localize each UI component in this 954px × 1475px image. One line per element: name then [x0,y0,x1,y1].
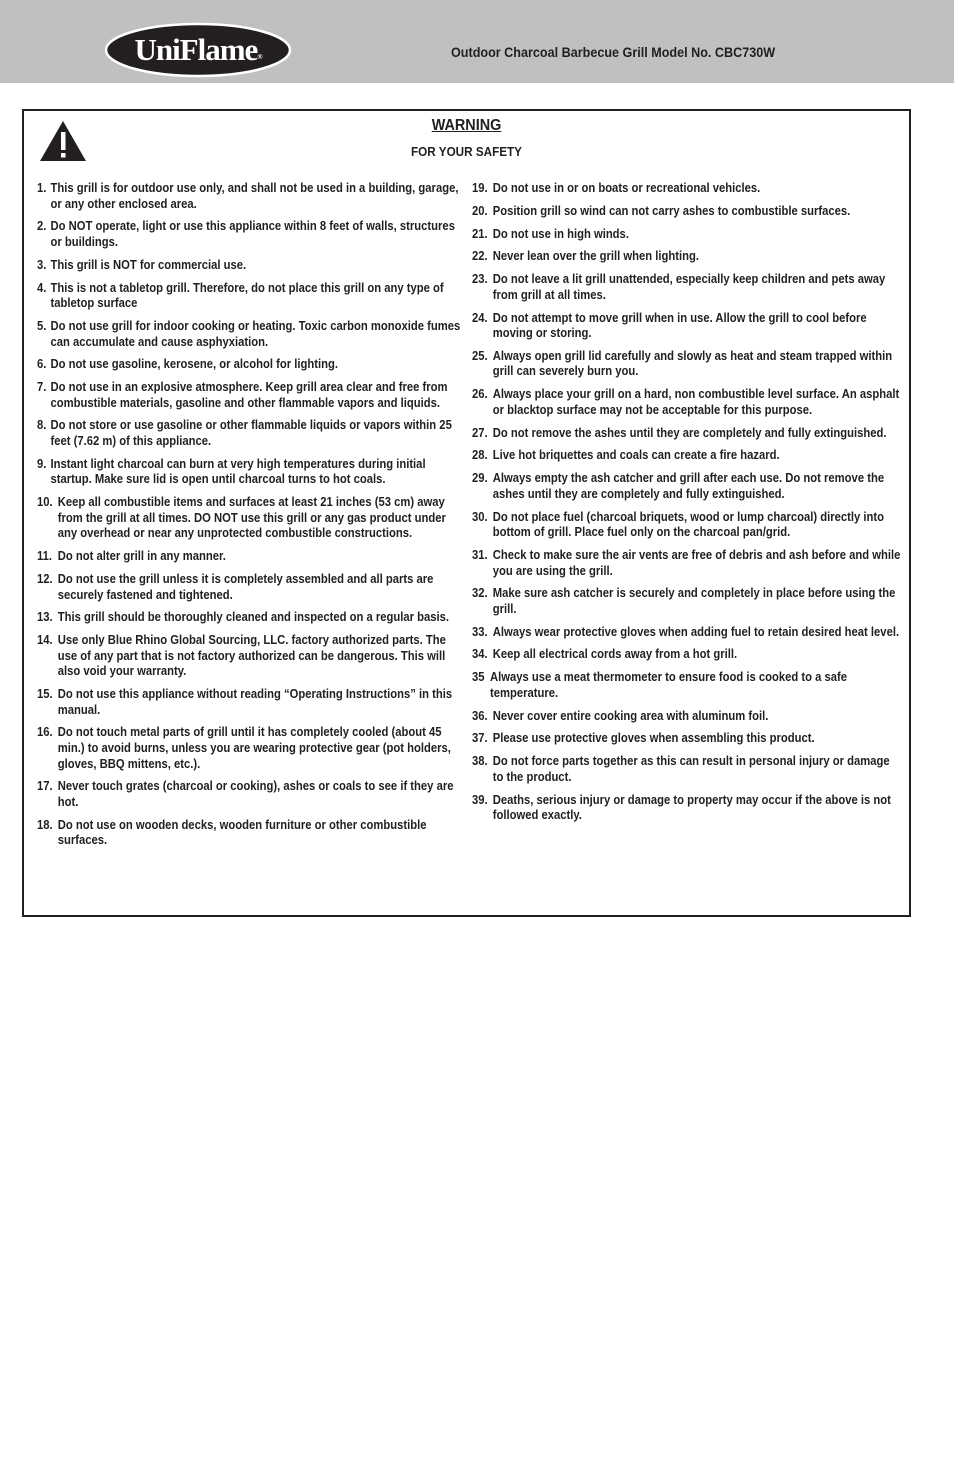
warning-item-number: 13. [37,610,53,625]
warning-item-number: 28. [472,448,488,463]
warning-item-number: 5. [37,318,47,333]
warning-item-text: Keep all electrical cords away from a hot grill. [492,647,738,662]
warning-item [472,471,902,502]
warning-item-number: 2. [37,219,47,234]
warning-item [37,357,467,373]
warning-item-number: 37. [472,731,488,746]
warning-item-text: Do not force parts together as this can result in personal injury or damage to the product. [492,754,890,784]
warning-item-number: 17. [37,779,53,794]
warning-item [37,633,467,680]
warning-item [472,311,902,342]
warning-item-number: 14. [37,633,53,648]
warning-item-number: 38. [472,754,488,769]
warning-item-number: 27. [472,425,488,440]
warning-item-number: 24. [472,310,488,325]
warning-item-text: Do not store or use gasoline or other flammable liquids or vapors within 25 feet (7.62 m) of this appliance. [50,418,452,449]
warning-item-text: Do not leave a lit grill unattended, especially keep children and pets away from grill at all times. [492,272,886,302]
warning-item-text: Never lean over the grill when lighting. [492,249,699,264]
warning-item [472,448,902,464]
warning-item [472,272,902,303]
warning-list-right [472,181,902,831]
warning-item [37,687,467,718]
warning-item [37,319,467,350]
warning-item [37,457,467,488]
warning-item-text: Deaths, serious injury or damage to property may occur if the above is not followed exactly. [492,792,891,823]
warning-item-text: Instant light charcoal can burn at very high temperatures during initial startup. Make sure lid is open until charcoal turns to hot coals. [50,456,426,487]
warning-item [37,495,467,542]
warning-item [472,709,902,725]
warning-item-text: This grill is for outdoor use only, and shall not be used in a building, garage, or any other enclosed area. [50,181,459,211]
warning-item [472,647,902,663]
warning-item-text: Make sure ash catcher is securely and completely in place before using the grill. [492,586,896,616]
warning-item [472,731,902,747]
brand-name: UniFlame [134,32,258,67]
warning-item [37,818,467,849]
warning-item-text: Check to make sure the air vents are free of debris and ash before and while you are using the grill. [492,547,901,578]
warning-item-text: Do not remove the ashes until they are completely and fully extinguished. [492,425,887,440]
warning-item [472,754,902,785]
warning-item [472,625,902,641]
warning-item-text: Do not touch metal parts of grill until it has completely cooled (about 45 min.) to avoid burns, unless you are wearing protective gear (pot holders, gloves, BBQ mittens, etc.). [57,725,451,771]
warning-item-text: Please use protective gloves when assembling this product. [492,731,815,746]
warning-item-text: Position grill so wind can not carry ashes to combustible surfaces. [492,203,851,218]
warning-item [472,586,902,617]
warning-item-number: 36. [472,708,488,723]
warning-item-number: 30. [472,509,488,524]
uniflame-logo [104,22,292,78]
warning-item-text: Do not attempt to move grill when in use. Allow the grill to cool before moving or storing. [492,310,867,341]
warning-item-number: 6. [37,357,47,372]
warning-item-text: Do not use in high winds. [492,226,629,241]
warning-item [37,281,467,312]
warning-item [472,793,902,824]
warning-item [37,725,467,772]
warning-item-number: 12. [37,571,53,586]
warning-item [37,610,467,626]
warning-item-text: Do not use this appliance without reading “Operating Instructions” in this manual. [57,687,453,717]
warning-item-number: 18. [37,817,53,832]
warning-item [472,249,902,265]
warning-item-text: Do not use the grill unless it is completely assembled and all parts are securely fastened and tightened. [57,571,434,602]
warning-item-text: Do not use on wooden decks, wooden furniture or other combustible surfaces. [57,817,427,848]
warning-item-text: Do NOT operate, light or use this appliance within 8 feet of walls, structures or buildings. [50,219,455,249]
warning-item-number: 11. [37,549,53,564]
warning-item-number: 23. [472,272,488,287]
warning-item [472,426,902,442]
warning-item [472,548,902,579]
warning-item-text: Do not alter grill in any manner. [57,549,226,564]
warning-item-number: 8. [37,418,47,433]
warning-item-text: Always use a meat thermometer to ensure food is cooked to a safe temperature. [490,670,847,700]
warning-item-number: 22. [472,249,488,264]
warning-item [472,227,902,243]
document-title: Outdoor Charcoal Barbecue Grill Model No. CBC730W [451,44,776,60]
warning-item [472,181,902,197]
warning-item-number: 16. [37,725,53,740]
warning-item-text: Do not use gasoline, kerosene, or alcohol for lighting. [50,357,339,372]
warning-item-text: Never cover entire cooking area with aluminum foil. [492,708,769,723]
warning-subtitle: FOR YOUR SAFETY [411,144,522,159]
header-band [0,0,954,83]
warning-item-number: 25. [472,348,488,363]
warning-item-number: 39. [472,792,488,807]
warning-item-text: This grill is NOT for commercial use. [50,257,247,272]
warning-item [472,349,902,380]
warning-item-text: This is not a tabletop grill. Therefore, do not place this grill on any type of tabletop surface [50,280,444,311]
warning-item [37,219,467,250]
warning-item-number: 20. [472,203,488,218]
warning-item [37,380,467,411]
warning-item-text: Use only Blue Rhino Global Sourcing, LLC. factory authorized parts. The use of any part that is not factory authorized can be dangerous. This will also void your warranty. [57,633,446,679]
warning-item-text: Do not use in an explosive atmosphere. Keep grill area clear and free from combustible materials, gasoline and other flammable vapors and liquids. [50,380,448,410]
warning-item-number: 10. [37,495,53,510]
warning-item-text: Always empty the ash catcher and grill after each use. Do not remove the ashes until they are completely and fully extinguished. [492,471,885,501]
warning-item-text: Always wear protective gloves when adding fuel to retain desired heat level. [492,624,900,639]
warning-title: WARNING [431,117,502,134]
warning-box [22,109,911,917]
warning-item-text: Live hot briquettes and coals can create a fire hazard. [492,448,780,463]
warning-item-text: This grill should be thoroughly cleaned and inspected on a regular basis. [57,610,450,625]
warning-item-number: 29. [472,471,488,486]
warning-item-number: 1. [37,181,47,195]
warning-item-number: 19. [472,181,488,195]
warning-item [472,387,902,418]
warning-list-left [37,181,467,856]
warning-item-number: 9. [37,456,47,471]
warning-item-number: 21. [472,226,488,241]
warning-item-text: Keep all combustible items and surfaces at least 21 inches (53 cm) away from the grill at all times. DO NOT use this grill or any gas product under any overhead or near any unprotected combustible constructions. [57,495,446,541]
warning-item-text: Never touch grates (charcoal or cooking), ashes or coals to see if they are hot. [57,779,454,809]
warning-item-text: Do not place fuel (charcoal briquets, wood or lump charcoal) directly into bottom of grill. Place fuel only on the charcoal pan/grid. [492,509,885,540]
warning-item-text: Always place your grill on a hard, non combustible level surface. An asphalt or blacktop surface may not be acceptable for this purpose. [492,387,900,417]
warning-item-number: 32. [472,586,488,601]
warning-item [472,670,902,701]
warning-item [472,510,902,541]
warning-item-number: 3. [37,257,47,272]
warning-item-text: Always open grill lid carefully and slowly as heat and steam trapped within grill can severely burn you. [492,348,893,379]
warning-item-text: Do not use grill for indoor cooking or heating. Toxic carbon monoxide fumes can accumulate and cause asphyxiation. [50,318,461,349]
warning-item-number: 31. [472,547,488,562]
warning-item [472,204,902,220]
warning-item [37,572,467,603]
warning-item-number: 4. [37,280,47,295]
warning-item [37,418,467,449]
warning-item [37,181,467,212]
logo-wordmark: UniFlame $_®$ [134,32,262,67]
warning-item-number: 33. [472,624,488,639]
warning-item [37,258,467,274]
warning-item-number: 35 [472,670,485,685]
warning-item-number: 15. [37,687,53,702]
warning-item-number: 34. [472,647,488,662]
warning-item-text: Do not use in or on boats or recreational vehicles. [492,181,761,195]
warning-item-number: 26. [472,387,488,402]
warning-item [37,549,467,565]
warning-item [37,779,467,810]
warning-item-number: 7. [37,380,47,395]
